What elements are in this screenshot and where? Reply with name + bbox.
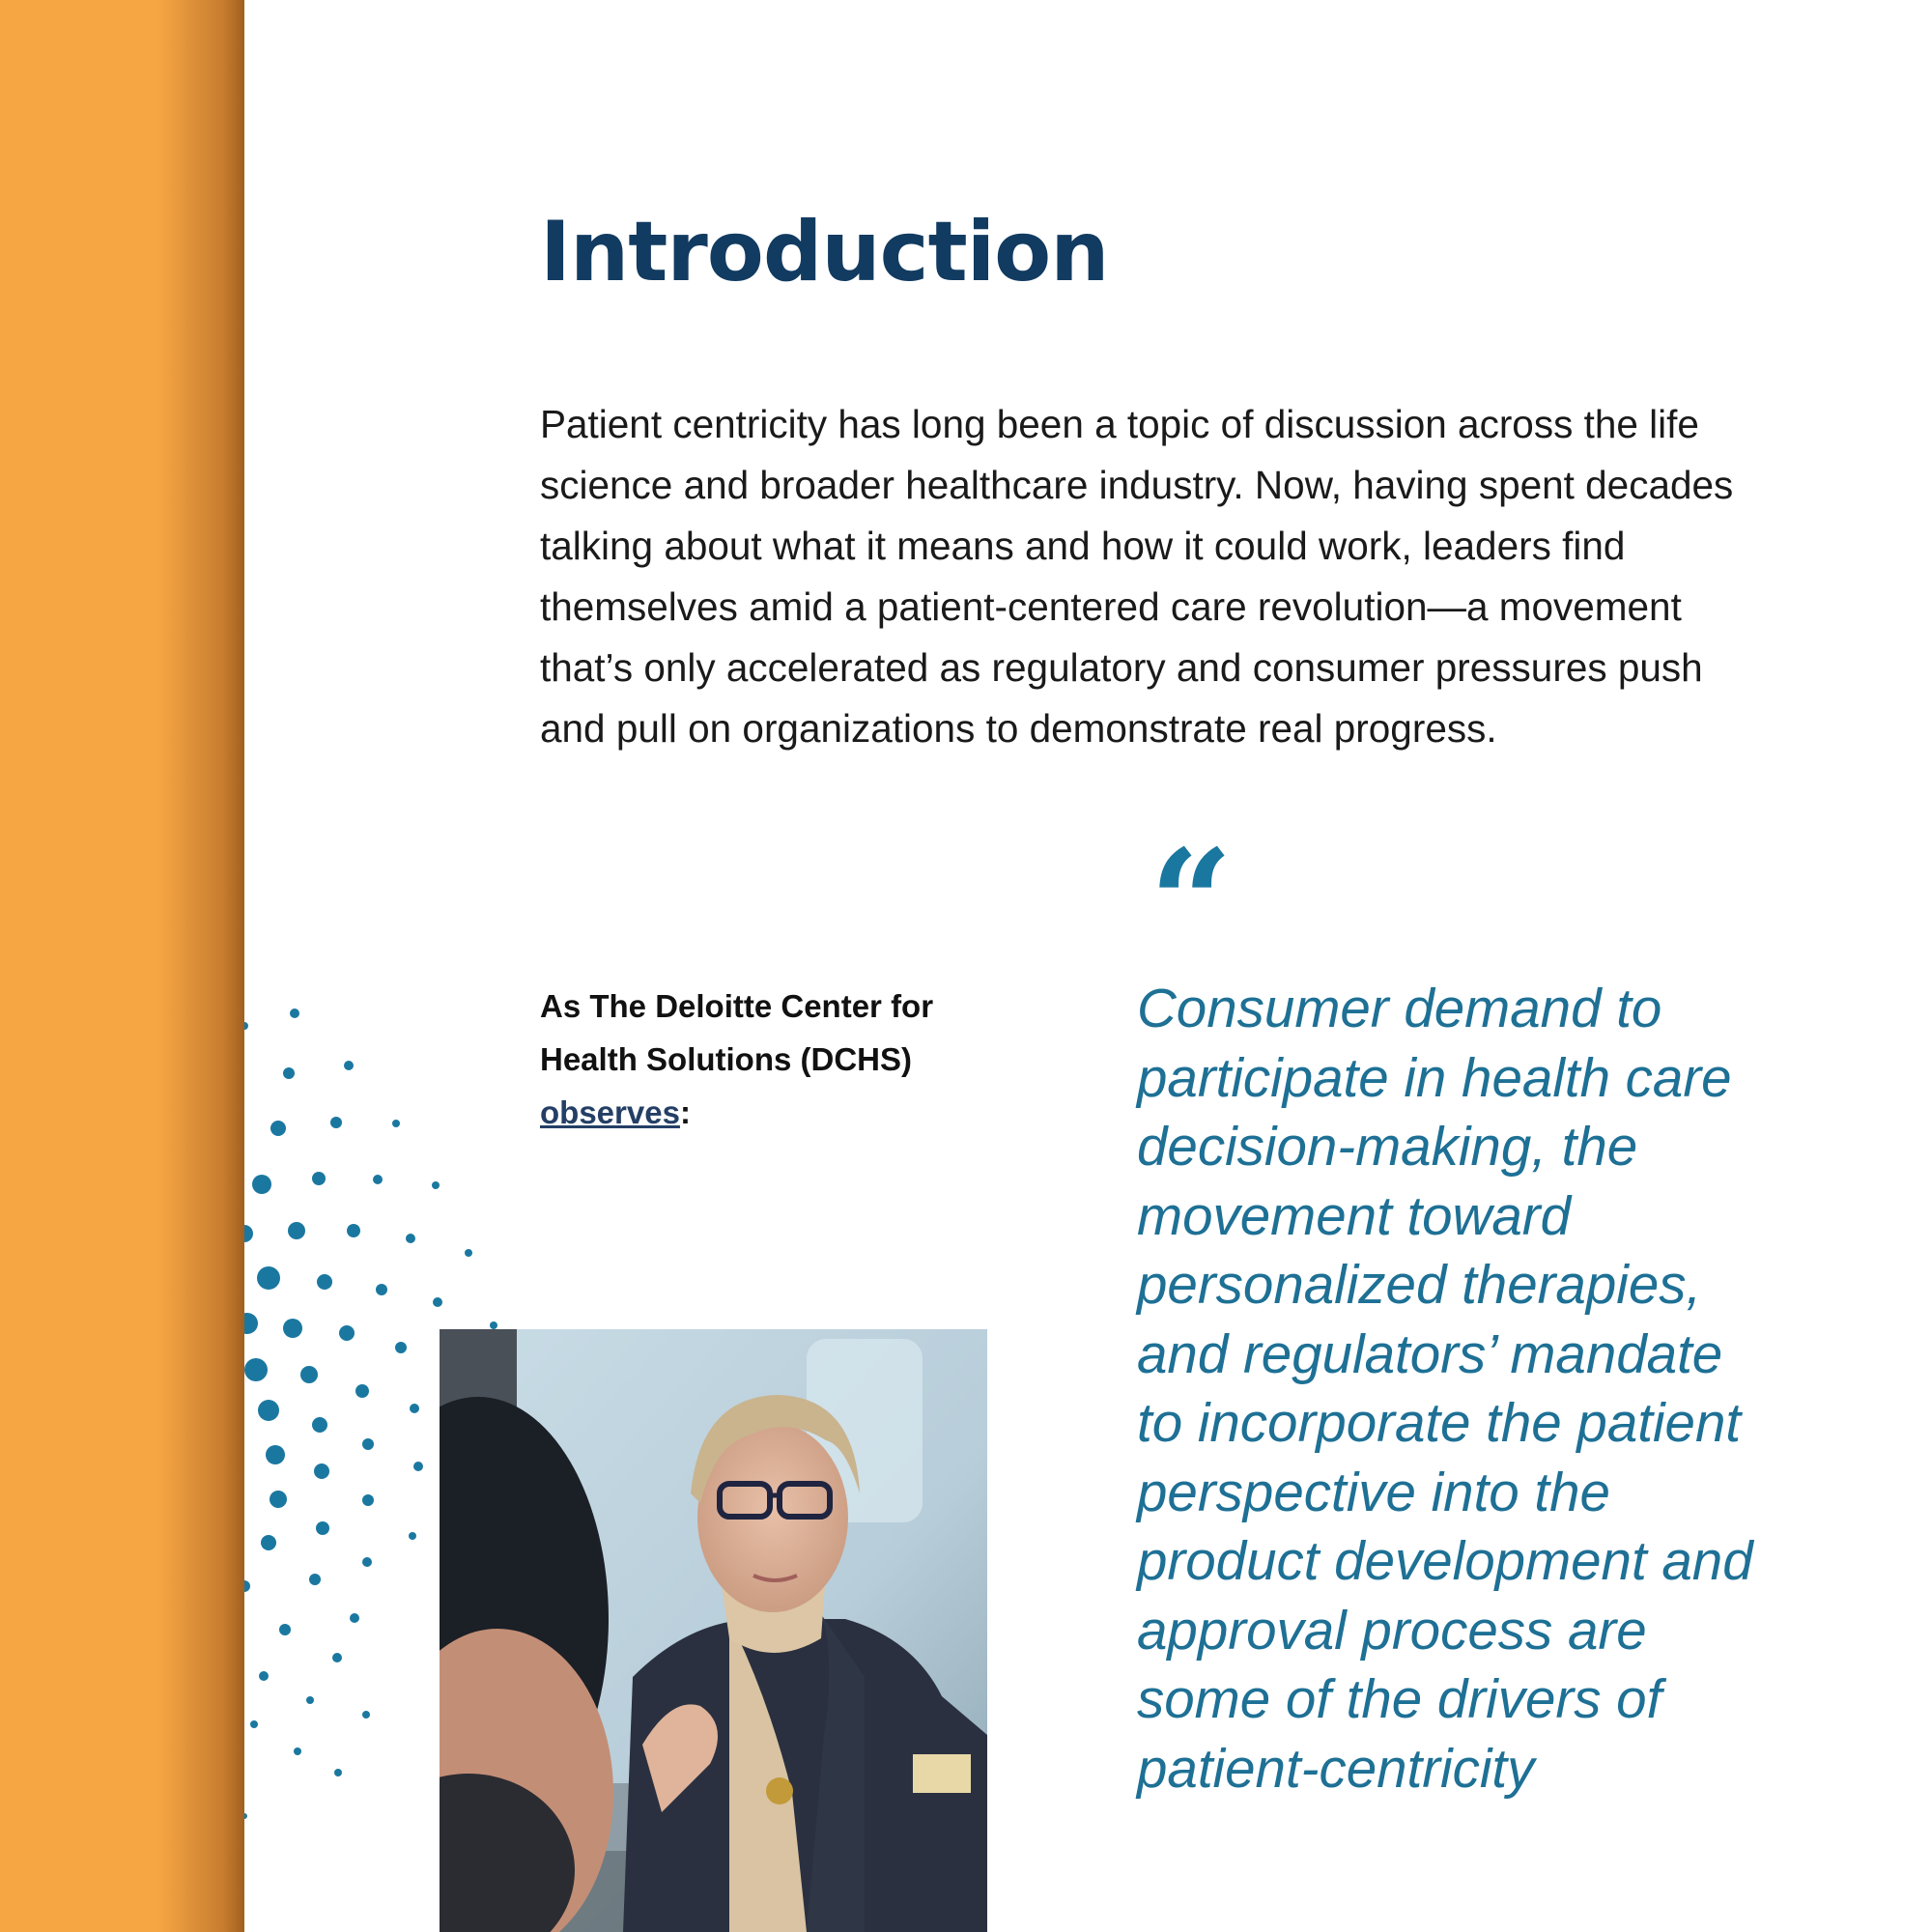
observes-link[interactable]: observes [540, 1094, 680, 1130]
attribution [540, 980, 994, 1139]
pull-quote: Consumer demand to participate in health care decision-making, the movement toward personalized therapies, and regulators’ mandate to incorporate the patient perspective into the product development and approval process are some of the drivers of patient-centricity [1137, 978, 1753, 1799]
intro-paragraph: Patient centricity has long been a topic of discussion across the life science and broader healthcare industry. Now, having spent decades talking about what it means and how it could work, leaders find themselves amid a patient-centered care revolution—a movement that’s only accelerated as regulatory and consumer pressures push and pull on organizations to demonstrate real progress. [540, 402, 1734, 751]
speaker-photo [440, 1329, 987, 1932]
quote-mark-icon: “ [1150, 818, 1234, 988]
page-edge-shadow [158, 0, 245, 1932]
attribution-text: As The Deloitte Center for Health Solutions (DCHS) [540, 988, 934, 1077]
attribution-suffix: : [679, 1094, 691, 1130]
page-title: Introduction [540, 204, 1109, 300]
